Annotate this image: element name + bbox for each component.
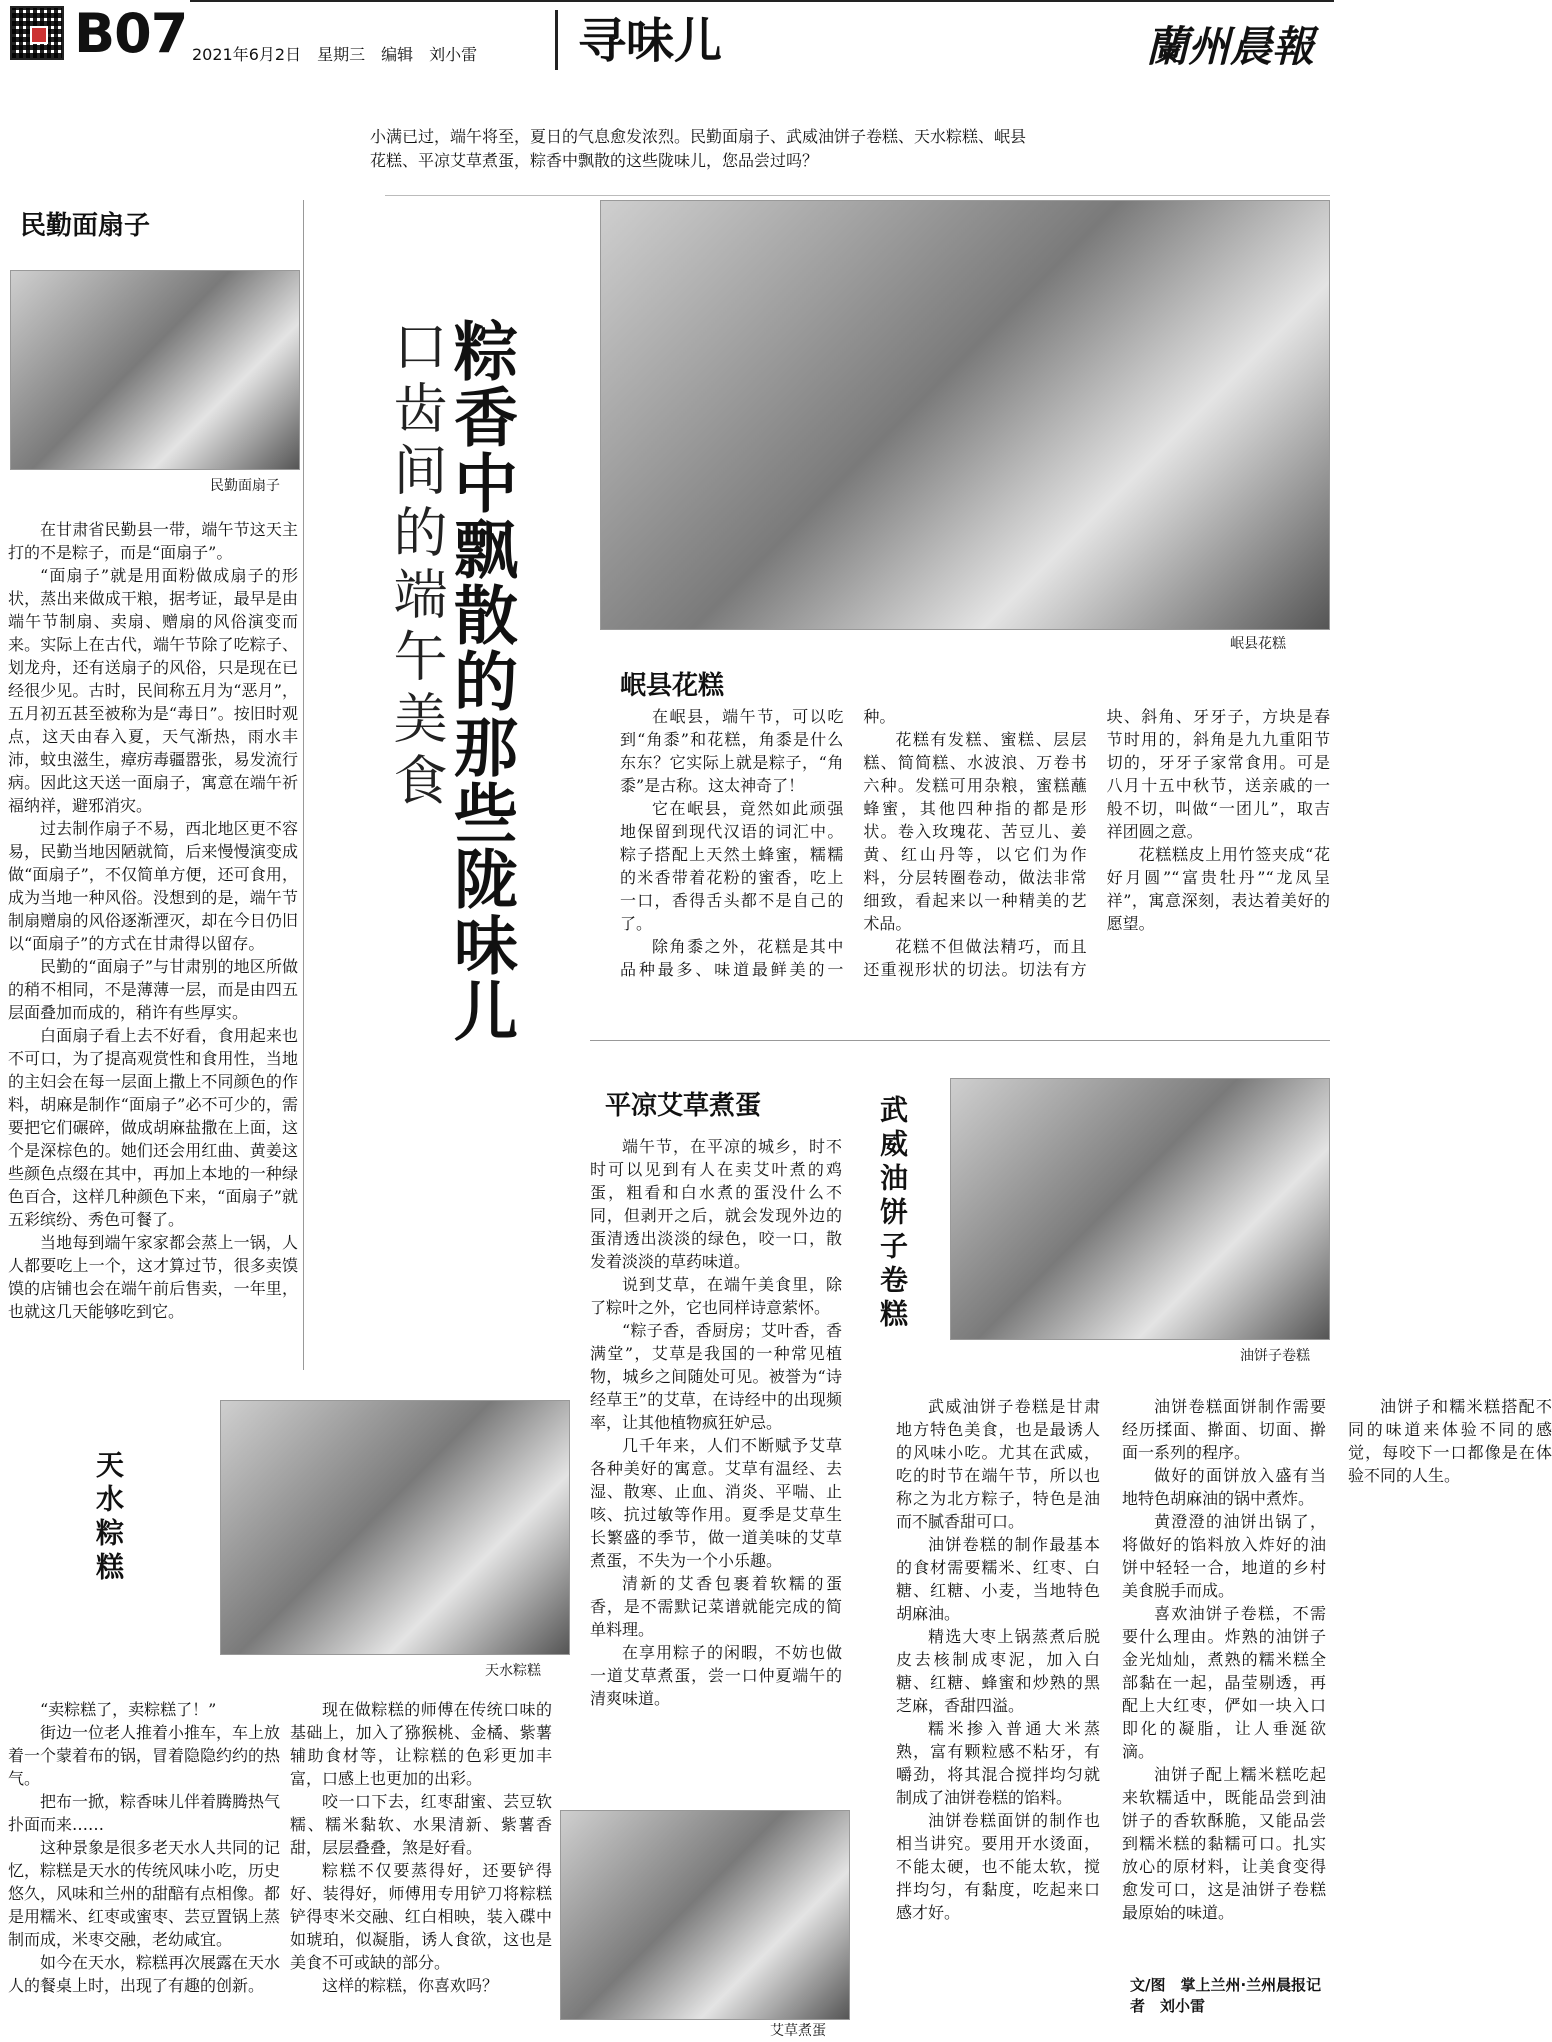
paragraph: 油饼卷糕面饼制作需要经历揉面、擀面、切面、擀面一系列的程序。 [1122,1397,1326,1462]
sub-headline: 口齿间的端午美食 [385,318,448,814]
minxian-article [620,705,1330,985]
paragraph: 花糕有发糕、蜜糕、层层糕、简简糕、水波浪、万卷书六种。发糕可用杂粮，蜜糕蘸蜂蜜，其他四种指的都是形状。卷入玫瑰花、苦豆儿、姜黄、红山丹等，以它们为作料，分层转圈卷动，做法非常细致，看起来以一种精美的艺术品。 [863,730,1087,933]
masthead-rule [190,0,1334,2]
paragraph: 武威油饼子卷糕是甘肃地方特色美食，也是最诱人的风味小吃。尤其在武威，吃的时节在端午节，所以也称之为北方粽子，特色是油而不腻香甜可口。 [896,1397,1100,1531]
wuwei-photo [950,1078,1330,1340]
wuwei-kicker: 武威油饼子卷糕 [876,1095,909,1333]
paragraph: 油饼卷糕的制作最基本的食材需要糯米、红枣、白糖、红糖、小麦，当地特色胡麻油。 [896,1535,1100,1623]
paragraph: 在岷县，端午节，可以吃到“角黍”和花糕，角黍是什么东东？它实际上就是粽子，“角黍”是古称。这太神奇了！ [620,707,844,795]
paragraph: 油饼子和糯米糕搭配不同的味道来体验不同的感觉，每咬下一口都像是在体验不同的人生。 [1348,1397,1552,1485]
tianshui-photo [220,1400,570,1655]
paragraph: 花糕糕皮上用竹签夹成“花好月圆”“富贵牡丹”“龙凤呈祥”，寓意深刻，表达着美好的愿望。 [1106,845,1330,933]
paragraph: “卖粽糕了，卖粽糕了！” [40,1700,217,1719]
dateline: 2021年6月2日 星期三 编辑 刘小雷 [192,45,478,64]
paragraph: 它在岷县，竟然如此顽强地保留到现代汉语的词汇中。粽子搭配上天然土蜂蜜，糯糯的米香带着花粉的蜜香，吃上一口，香得舌头都不是自己的了。 [620,799,844,933]
paragraph: 油饼卷糕面饼的制作也相当讲究。要用开水烫面，不能太硬，也不能太软，搅拌均匀，有黏度，吃起来口感才好。 [896,1811,1100,1922]
minqin-kicker: 民勤面扇子 [20,211,151,241]
paragraph: 当地每到端午家家都会蒸上一锅，人人都要吃上一个，这才算过节，很多卖馍馍的店铺也会在端午前后售卖，一年里，也就这几天能够吃到它。 [8,1233,298,1321]
paragraph: 花糕不但做法精巧，而且还重视形状的切法。切法有方块、斜角、牙牙子，方块是春节时用的，斜角是九九重阳节切的，牙牙子家常食用。可是八月十五中秋节，送亲戚的一般不切，叫做“一团儿”，取吉祥团圆之意。 [863,707,1330,979]
paragraph: 端午节，在平凉的城乡，时不时可以见到有人在卖艾叶煮的鸡蛋，粗看和白水煮的蛋没什么不同，但剥开之后，就会发现外边的蛋清透出淡淡的绿色，咬一口，散发着淡淡的草药味道。 [590,1137,842,1271]
minxian-photo [600,200,1330,630]
section-rule [590,1040,1330,1041]
egg-photo [560,1810,850,2020]
main-headline: 粽香中飘散的那些陇味儿 [443,318,517,1044]
paragraph: 几千年来，人们不断赋予艾草各种美好的寓意。艾草有温经、去湿、散寒、止血、消炎、平喘、止咳、抗过敏等作用。夏季是艾草生长繁盛的季节，做一道美味的艾草煮蛋，不失为一个小乐趣。 [590,1436,842,1570]
minxian-caption: 岷县花糕 [1230,636,1286,652]
paragraph: 如今在天水，粽糕再次展露在天水人的餐桌上时，出现了有趣的创新。 [8,1953,281,1995]
paragraph: 咬一口下去，红枣甜蜜、芸豆软糯、糯米黏软、水果清新、紫薯香甜，层层叠叠，煞是好看。 [290,1792,552,1857]
paragraph: 黄澄澄的油饼出锅了，将做好的馅料放入炸好的油饼中轻轻一合，地道的乡村美食脱手而成。 [1122,1512,1326,1600]
minqin-article [8,518,298,1323]
paragraph: 这种景象是很多老天水人共同的记忆，粽糕是天水的传统风味小吃，历史悠久，风味和兰州的甜醅有点相像。都是用糯米、红枣或蜜枣、芸豆置锅上蒸制而成，米枣交融，老幼咸宜。 [8,1838,281,1949]
lead-paragraph: 小满已过，端午将至，夏日的气息愈发浓烈。民勤面扇子、武威油饼子卷糕、天水粽糕、岷县花糕、平凉艾草煮蛋，粽香中飘散的这些陇味儿，您品尝过吗？ [370,127,1027,170]
minxian-kicker: 岷县花糕 [620,671,725,701]
egg-caption: 艾草煮蛋 [770,2023,826,2039]
paragraph: 粽糕不仅要蒸得好，还要铲得好、装得好，师傅用专用铲刀将粽糕铲得枣米交融、红白相映，装入碟中如琥珀，似凝脂，诱人食欲，这也是美食不可或缺的部分。 [290,1861,552,1972]
paragraph: 在享用粽子的闲暇，不妨也做一道艾草煮蛋，尝一口仲夏端午的清爽味道。 [590,1643,842,1708]
paragraph: 说到艾草，在端午美食里，除了粽叶之外，它也同样诗意萦怀。 [590,1275,842,1317]
pingliang-article [590,1135,842,1710]
paragraph: 民勤的“面扇子”与甘肃别的地区所做的稍不相同，不是薄薄一层，而是由四五层面叠加而成的，稍许有些厚实。 [8,957,298,1022]
paragraph: 做好的面饼放入盛有当地特色胡麻油的锅中煮炸。 [1122,1466,1326,1508]
qr-code [10,6,64,60]
wuwei-article [896,1395,1552,1955]
paragraph: 喜欢油饼子卷糕，不需要什么理由。炸熟的油饼子金光灿灿，煮熟的糯米糕全部黏在一起，晶莹剔透，再配上大红枣，俨如一块入口即化的凝脂，让人垂涎欲滴。 [1122,1604,1326,1761]
tianshui-article-left [8,1698,280,1997]
byline: 文/图 掌上兰州·兰州晨报记者 刘小雷 [1130,1976,1322,2015]
paragraph: 现在做粽糕的师傅在传统口味的基础上，加入了猕猴桃、金橘、紫薯辅助食材等，让粽糕的色彩更加丰富，口感上也更加的出彩。 [290,1700,552,1788]
wuwei-caption: 油饼子卷糕 [1240,1348,1310,1364]
minqin-photo [10,270,300,470]
tianshui-article-right [290,1698,552,1997]
paragraph: 在甘肃省民勤县一带，端午节这天主打的不是粽子，而是“面扇子”。 [8,520,298,562]
paragraph: 过去制作扇子不易，西北地区更不容易，民勤当地因陋就简，后来慢慢演变成做“面扇子”，不仅简单方便，还可食用，成为当地一种风俗。没想到的是，端午节制扇赠扇的风俗逐渐湮灭，却在今日仍旧以“面扇子”的方式在甘肃得以留存。 [8,819,298,953]
paragraph: 除角黍之外，花糕是其中品种最多、味道最鲜美的一种。 [620,707,896,979]
pingliang-kicker: 平凉艾草煮蛋 [605,1091,762,1121]
paragraph: 清新的艾香包裹着软糯的蛋香，是不需默记菜谱就能完成的简单料理。 [590,1574,842,1639]
column-rule [303,200,304,1370]
paragraph: 这样的粽糕，你喜欢吗？ [322,1976,499,1995]
paragraph: 白面扇子看上去不好看，食用起来也不可口，为了提高观赏性和食用性，当地的主妇会在每一层面上撒上不同颜色的作料，胡麻是制作“面扇子”必不可少的，需要把它们碾碎，做成胡麻盐撒在上面，这个是深棕色的。她们还会用红曲、黄姜这些颜色点缀在其中，再加上本地的一种绿色百合，这样几种颜色下来，“面扇子”就五彩缤纷、秀色可餐了。 [8,1026,298,1229]
paragraph: 街边一位老人推着小推车，车上放着一个蒙着布的锅，冒着隐隐约约的热气。 [8,1723,281,1788]
tianshui-kicker: 天水粽糕 [92,1450,125,1586]
section-title: 寻味儿 [578,13,723,69]
paragraph: 糯米掺入普通大米蒸熟，富有颗粒感不粘牙，有嚼劲，将其混合搅拌均匀就制成了油饼卷糕的馅料。 [896,1719,1100,1807]
paper-logo: 蘭州晨報 [1145,22,1314,71]
paragraph: 精选大枣上锅蒸煮后脱皮去核制成枣泥，加入白糖、红糖、蜂蜜和炒熟的黑芝麻，香甜四溢。 [896,1627,1100,1715]
paragraph: “面扇子”就是用面粉做成扇子的形状，蒸出来做成干粮，据考证，最早是由端午节制扇、卖扇、赠扇的风俗演变而来。实际上在古代，端午节除了吃粽子、划龙舟，还有送扇子的风俗，只是现在已经很少见。古时，民间称五月为“恶月”，五月初五甚至被称为是“毒日”。按旧时观点，这天由春入夏，天气渐热，雨水丰沛，蚊虫滋生，瘴疠毒疆嚣张，易发流行病。因此这天送一面扇子，寓意在端午祈福纳祥，避邪消灾。 [8,566,298,815]
paragraph: 把布一掀，粽香味儿伴着腾腾热气扑面而来…… [8,1792,281,1834]
lead-rule [385,195,1330,196]
paragraph: 油饼子配上糯米糕吃起来软糯适中，既能品尝到油饼子的香软酥脆，又能品尝到糯米糕的黏糯可口。扎实放心的原材料，让美食变得愈发可口，这是油饼子卷糕最原始的味道。 [1122,1765,1326,1922]
paragraph: “粽子香，香厨房；艾叶香，香满堂”，艾草是我国的一种常见植物，城乡之间随处可见。被誉为“诗经草王”的艾草，在诗经中的出现频率，让其他植物疯狂妒忌。 [590,1321,842,1432]
tianshui-caption: 天水粽糕 [485,1663,541,1679]
page-number: B07 [74,2,188,65]
minqin-caption: 民勤面扇子 [210,478,280,494]
section-divider [555,10,558,70]
